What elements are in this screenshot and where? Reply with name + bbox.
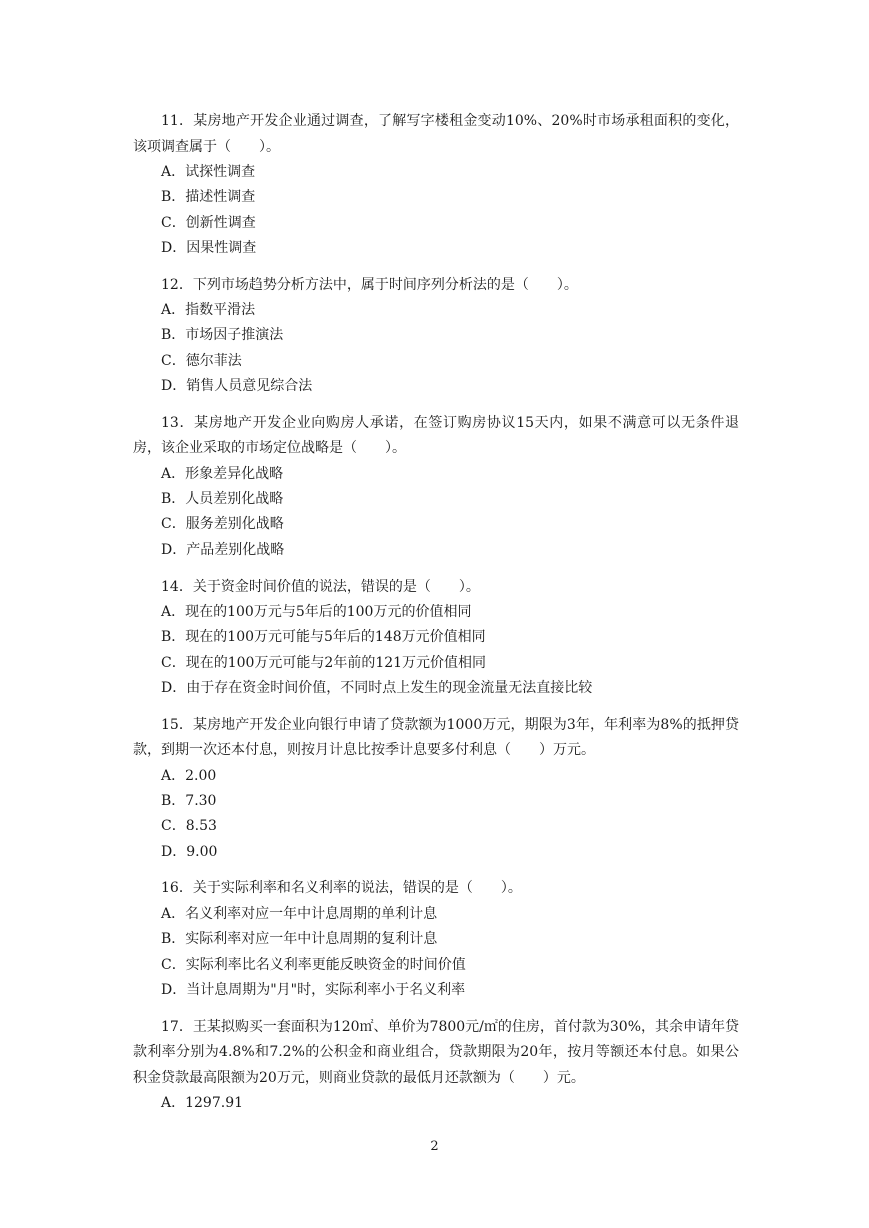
question-stem: 12．下列市场趋势分析方法中，属于时间序列分析法的是（ ）。 bbox=[161, 276, 578, 293]
answer-option: A．名义利率对应一年中计息周期的单利计息 bbox=[161, 905, 438, 922]
answer-option: A．2.00 bbox=[161, 767, 217, 784]
answer-option: D．当计息周期为"月"时，实际利率小于名义利率 bbox=[161, 981, 466, 998]
answer-option: C．实际利率比名义利率更能反映资金的时间价值 bbox=[161, 956, 466, 973]
question-stem: 17．王某拟购买一套面积为120㎡、单价为7800元/㎡的住房，首付款为30%，其余申请年贷款利率分别为4.8%和7.2%的公积金和商业组合，贷款期限为20年，按月等额还本付息。如果公积金贷款最高限额为20万元，则商业贷款的最低月还款额为（ ）元。 bbox=[133, 1018, 739, 1086]
question-stem: 15．某房地产开发企业向银行申请了贷款额为1000万元，期限为3年，年利率为8%的抵押贷款，到期一次还本付息，则按月计息比按季计息要多付利息（ ）万元。 bbox=[133, 716, 739, 759]
question-block bbox=[133, 713, 739, 865]
question-block bbox=[133, 575, 739, 702]
answer-option: B．实际利率对应一年中计息周期的复利计息 bbox=[161, 931, 438, 948]
answer-option: C．服务差别化战略 bbox=[161, 516, 284, 533]
answer-option: B．7.30 bbox=[161, 793, 217, 810]
question-stem: 14．关于资金时间价值的说法，错误的是（ ）。 bbox=[161, 578, 480, 595]
answer-option: C．现在的100万元可能与2年前的121万元价值相同 bbox=[161, 654, 487, 671]
question-stem: 16．关于实际利率和名义利率的说法，错误的是（ ）。 bbox=[161, 880, 522, 897]
question-block bbox=[133, 1015, 739, 1117]
answer-option: B．描述性调查 bbox=[161, 189, 256, 206]
page-number: 2 bbox=[430, 1139, 439, 1154]
answer-option: D．因果性调查 bbox=[161, 239, 257, 256]
question-block bbox=[133, 876, 739, 1003]
answer-option: C．创新性调查 bbox=[161, 214, 256, 231]
question-stem: 11．某房地产开发企业通过调查，了解写字楼租金变动10%、20%时市场承租面积的变化，该项调查属于（ ）。 bbox=[133, 113, 739, 155]
answer-option: B．现在的100万元可能与5年后的148万元价值相同 bbox=[161, 629, 486, 646]
answer-option: C．8.53 bbox=[161, 818, 217, 835]
answer-option: D．产品差别化战略 bbox=[161, 541, 285, 558]
answer-option: C．德尔菲法 bbox=[161, 352, 242, 369]
answer-option: A．试探性调查 bbox=[161, 164, 256, 180]
answer-option: A．1297.91 bbox=[161, 1095, 244, 1112]
answer-option: A．形象差异化战略 bbox=[161, 465, 284, 482]
question-stem: 13．某房地产开发企业向购房人承诺，在签订购房协议15天内，如果不满意可以无条件退房，该企业采取的市场定位战略是（ ）。 bbox=[133, 414, 739, 457]
question-block bbox=[133, 273, 739, 400]
answer-option: A．现在的100万元与5年后的100万元的价值相同 bbox=[161, 604, 472, 621]
answer-option: A．指数平滑法 bbox=[161, 302, 256, 319]
question-block bbox=[133, 109, 739, 261]
question-list bbox=[133, 109, 739, 1128]
question-block bbox=[133, 411, 739, 563]
answer-option: B．市场因子推演法 bbox=[161, 327, 284, 344]
answer-option: D．9.00 bbox=[161, 843, 218, 860]
answer-option: B．人员差别化战略 bbox=[161, 491, 284, 508]
answer-option: D．销售人员意见综合法 bbox=[161, 378, 313, 395]
answer-option: D．由于存在资金时间价值，不同时点上发生的现金流量无法直接比较 bbox=[161, 679, 593, 696]
